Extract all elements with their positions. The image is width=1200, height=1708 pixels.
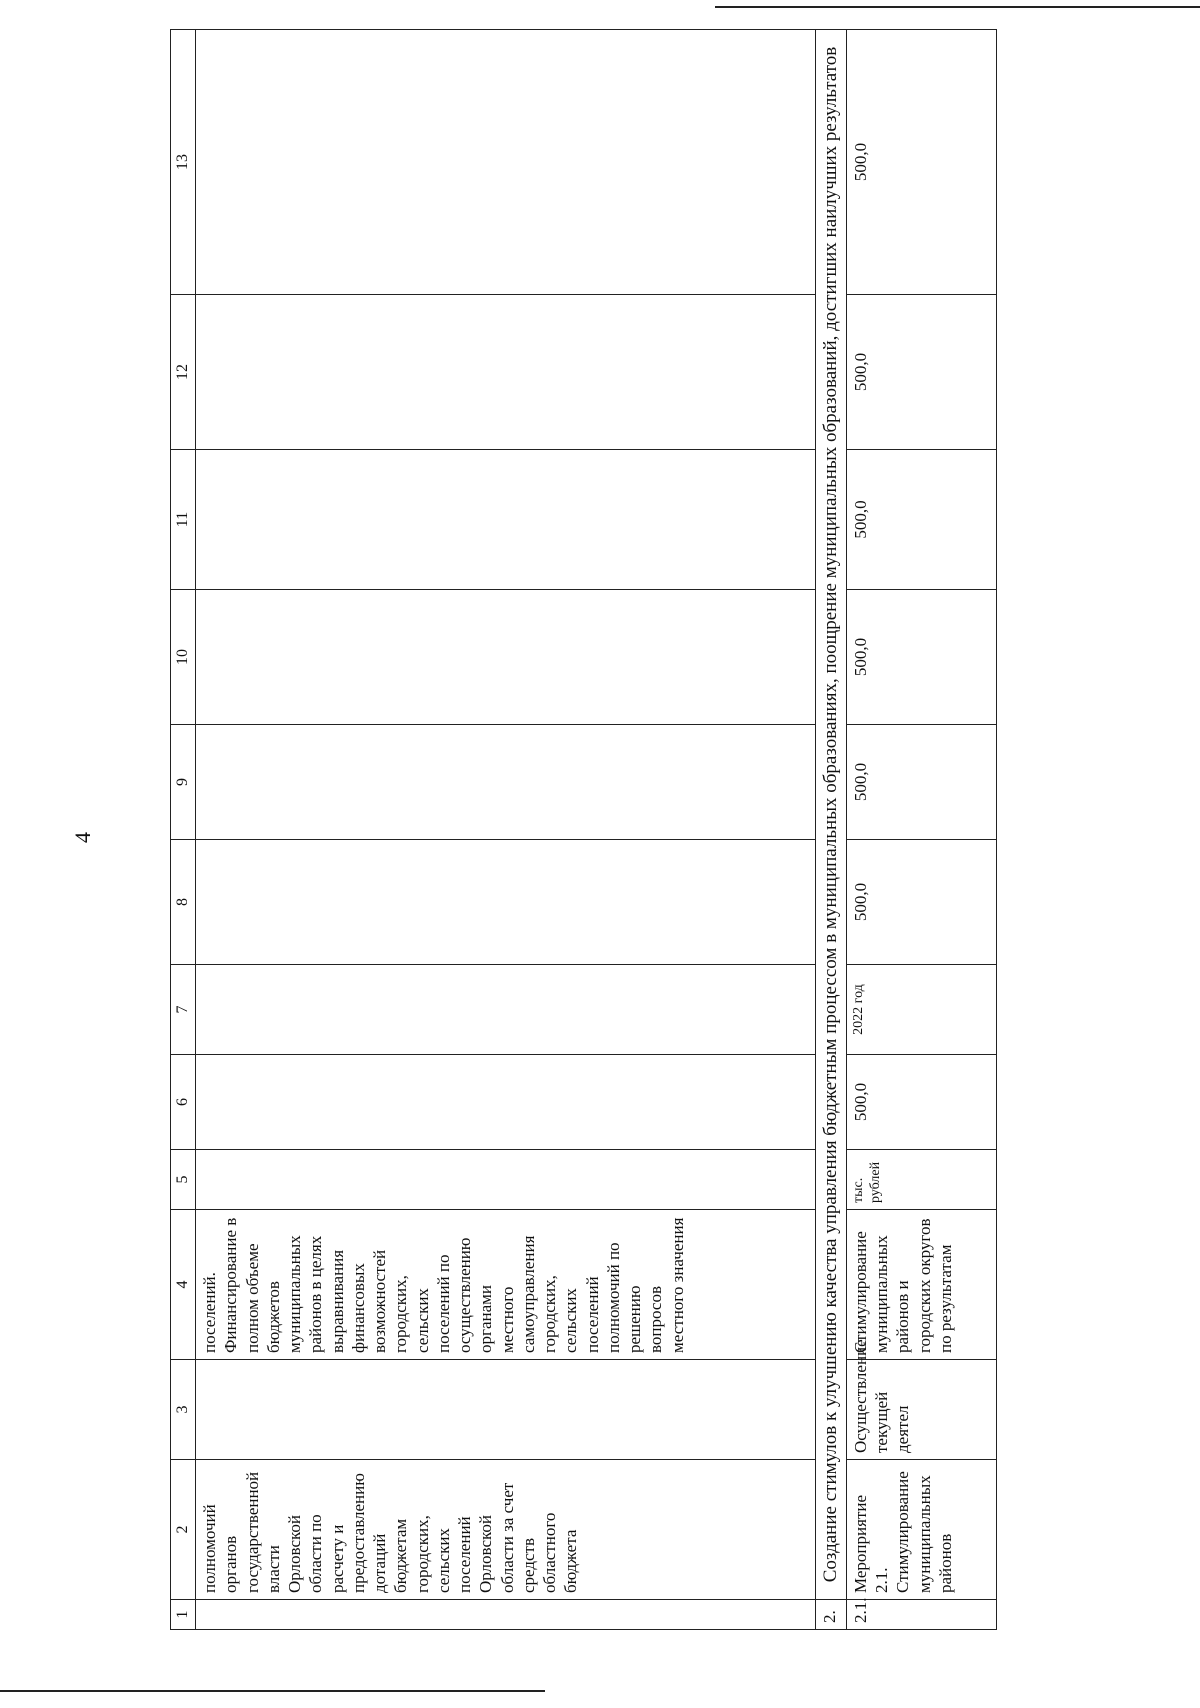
col-header-12: 12 bbox=[171, 295, 196, 450]
cell-description: полномочий органов государственной власти Орловской области по расчету и предоставлению дотаций бюджетам городских, сельских поселений Орловской области за счет средств областного бюджета bbox=[196, 1460, 816, 1600]
top-rule bbox=[715, 6, 1200, 8]
cell-measure: Мероприятие 2.1. Стимулирование муниципальных районов bbox=[846, 1460, 996, 1600]
cell bbox=[196, 590, 816, 725]
cell-result: Стимулирование муниципальных районов и городских округов по результатам bbox=[846, 1210, 996, 1360]
cell bbox=[196, 725, 816, 840]
col-header-11: 11 bbox=[171, 450, 196, 590]
table-row bbox=[846, 30, 996, 1630]
cell-value: 500,0 bbox=[846, 30, 996, 295]
col-header-8: 8 bbox=[171, 840, 196, 965]
col-header-6: 6 bbox=[171, 1055, 196, 1150]
cell-value: 500,0 bbox=[846, 590, 996, 725]
cell-result: поселений. Финансирование в полном объеме бюджетов муниципальных районов в целях выравнивания финансовых возможностей городских, сельских поселений по осуществлению органами местного самоуправления городских, сельских поселений полномочий по решению вопросов местного значения bbox=[196, 1210, 816, 1360]
col-header-2: 2 bbox=[171, 1460, 196, 1600]
page-number: 4 bbox=[70, 832, 95, 843]
col-header-13: 13 bbox=[171, 30, 196, 295]
header-row bbox=[171, 30, 196, 1630]
cell-value: 500,0 bbox=[846, 840, 996, 965]
cell bbox=[196, 1055, 816, 1150]
table-sheet bbox=[170, 30, 1090, 1630]
col-header-7: 7 bbox=[171, 965, 196, 1055]
row-number: 2.1. bbox=[846, 1600, 996, 1630]
bottom-rule bbox=[0, 1690, 545, 1692]
program-table bbox=[170, 29, 997, 1630]
cell-unit: тыс. рублей bbox=[846, 1150, 996, 1210]
col-header-10: 10 bbox=[171, 590, 196, 725]
cell bbox=[196, 840, 816, 965]
col-header-4: 4 bbox=[171, 1210, 196, 1360]
section-title: Создание стимулов к улучшению качества управления бюджетным процессом в муниципальных образованиях, поощрение муниципальных образований, достигших наилучших результатов bbox=[816, 30, 847, 1600]
col-header-5: 5 bbox=[171, 1150, 196, 1210]
cell bbox=[196, 450, 816, 590]
cell-value: 500,0 bbox=[846, 450, 996, 590]
cell-value: 500,0 bbox=[846, 1055, 996, 1150]
col-header-3: 3 bbox=[171, 1360, 196, 1460]
section-number: 2. bbox=[816, 1600, 847, 1630]
cell-executor: Осуществление текущей деятел bbox=[846, 1360, 996, 1460]
cell bbox=[196, 1600, 816, 1630]
cell-value: 500,0 bbox=[846, 725, 996, 840]
table-row bbox=[196, 30, 816, 1630]
col-header-9: 9 bbox=[171, 725, 196, 840]
cell bbox=[196, 1360, 816, 1460]
col-header-1: 1 bbox=[171, 1600, 196, 1630]
cell bbox=[196, 295, 816, 450]
cell bbox=[196, 965, 816, 1055]
cell-value: 500,0 bbox=[846, 295, 996, 450]
cell-year: 2022 год bbox=[846, 965, 996, 1055]
cell bbox=[196, 1150, 816, 1210]
cell bbox=[196, 30, 816, 295]
section-row bbox=[816, 30, 847, 1630]
